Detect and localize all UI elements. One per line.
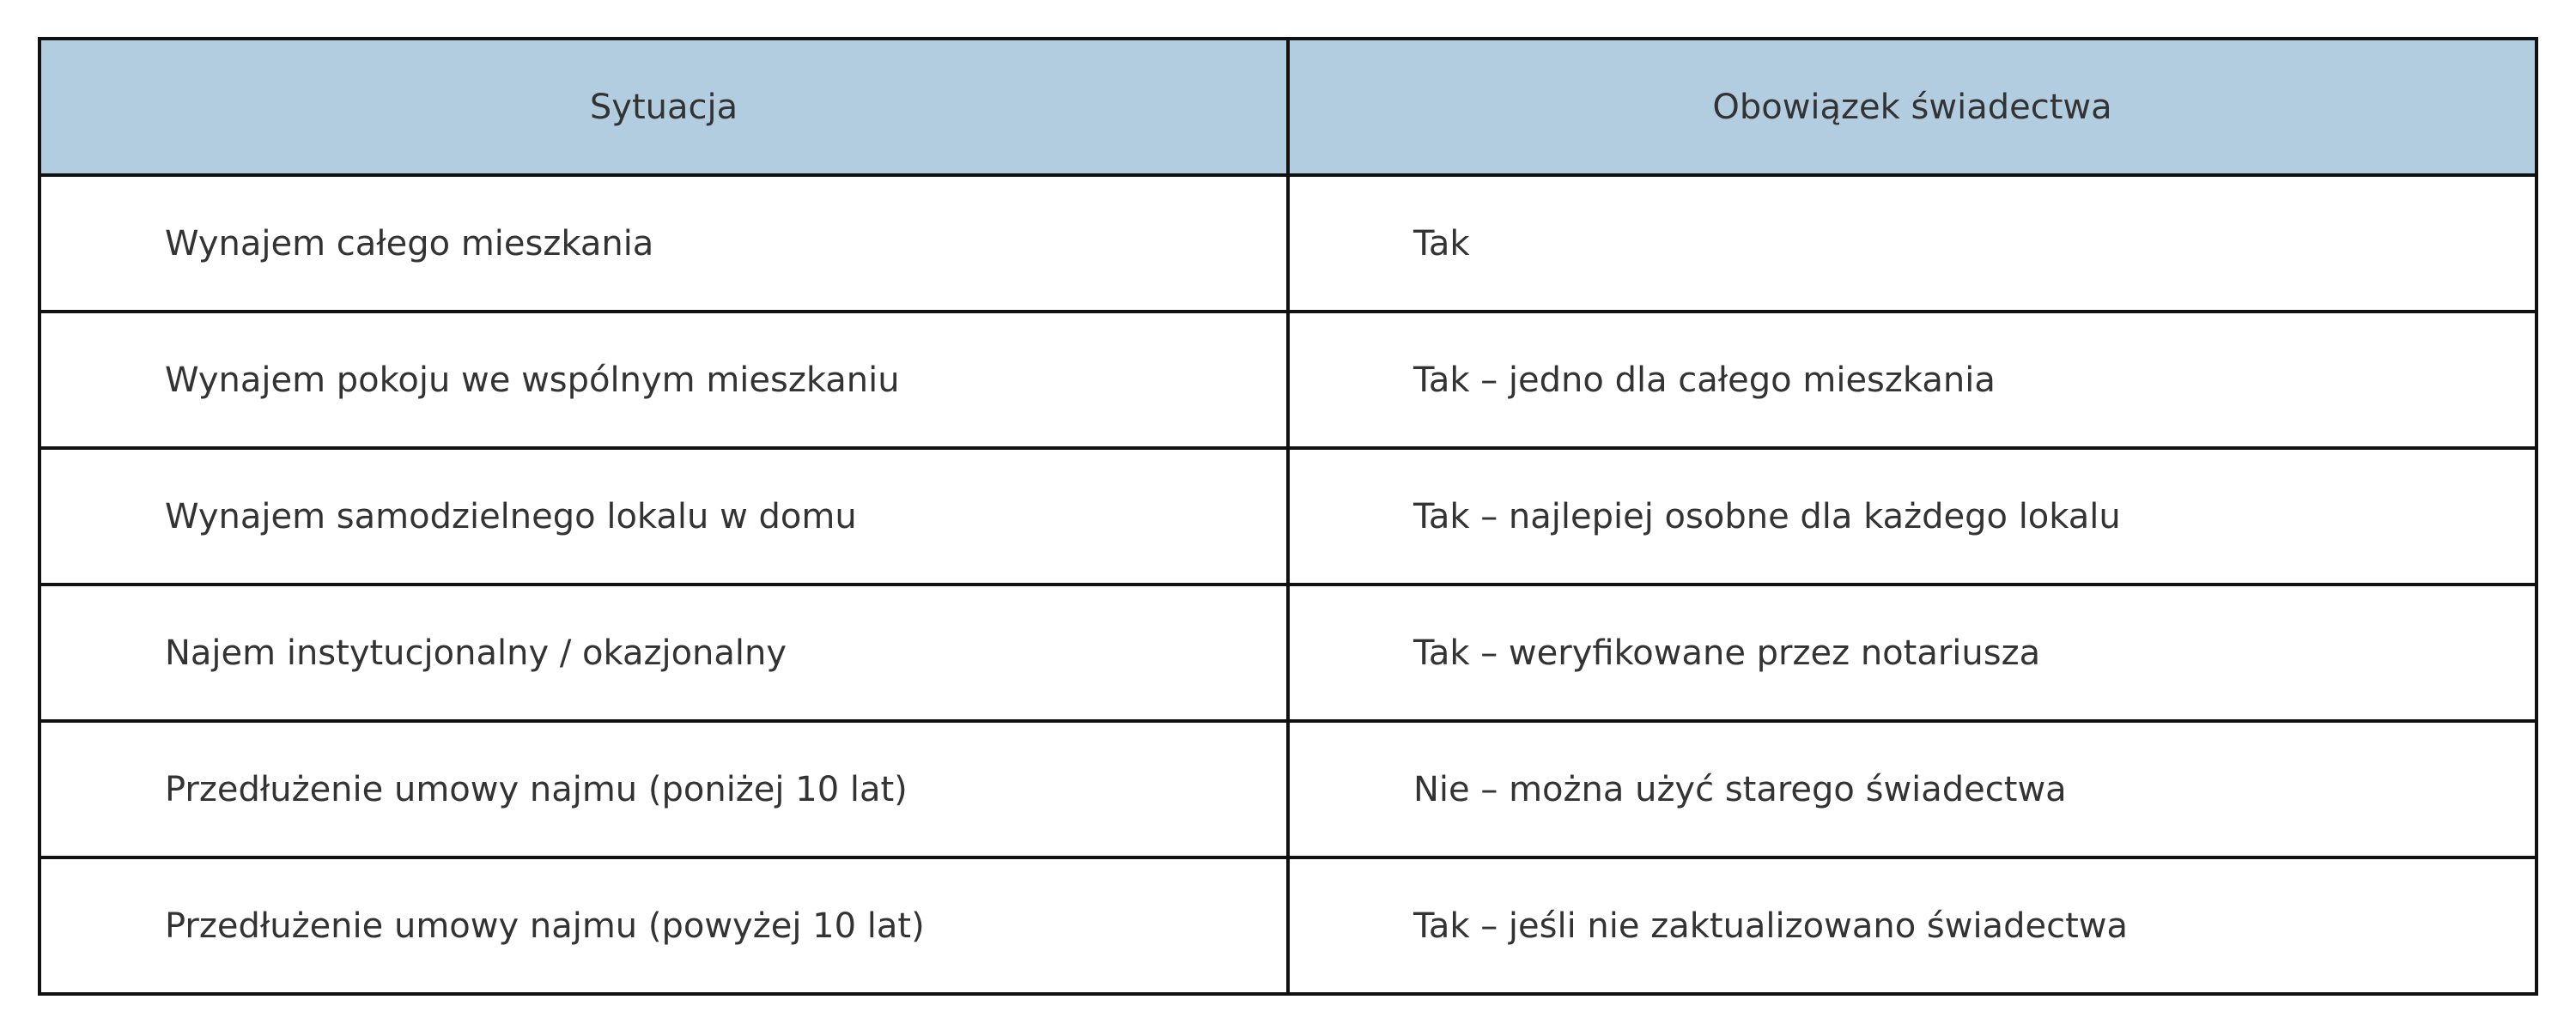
situation-cell: Wynajem samodzielnego lokalu w domu (39, 448, 1288, 585)
situation-cell: Wynajem pokoju we wspólnym mieszkaniu (39, 312, 1288, 448)
table-row (39, 857, 2537, 994)
situation-cell: Najem instytucjonalny / okazjonalny (39, 585, 1288, 721)
table-row (39, 448, 2537, 585)
table-row (39, 585, 2537, 721)
table-row (39, 175, 2537, 312)
header-situation: Sytuacja (39, 39, 1288, 175)
table-header (39, 39, 2537, 175)
situation-cell: Przedłużenie umowy najmu (poniżej 10 lat) (39, 721, 1288, 857)
table-row (39, 312, 2537, 448)
obligation-cell: Tak – weryfikowane przez notariusza (1288, 585, 2537, 721)
header-row (39, 39, 2537, 175)
obligation-cell: Tak – najlepiej osobne dla każdego lokalu (1288, 448, 2537, 585)
table-row (39, 721, 2537, 857)
obligation-cell: Nie – można użyć starego świadectwa (1288, 721, 2537, 857)
certificate-obligation-table (38, 37, 2538, 996)
obligation-cell: Tak – jeśli nie zaktualizowano świadectwa (1288, 857, 2537, 994)
situation-cell: Przedłużenie umowy najmu (powyżej 10 lat) (39, 857, 1288, 994)
obligation-cell: Tak – jedno dla całego mieszkania (1288, 312, 2537, 448)
obligation-cell: Tak (1288, 175, 2537, 312)
header-certificate-obligation: Obowiązek świadectwa (1288, 39, 2537, 175)
situation-cell: Wynajem całego mieszkania (39, 175, 1288, 312)
table-body (39, 175, 2537, 994)
